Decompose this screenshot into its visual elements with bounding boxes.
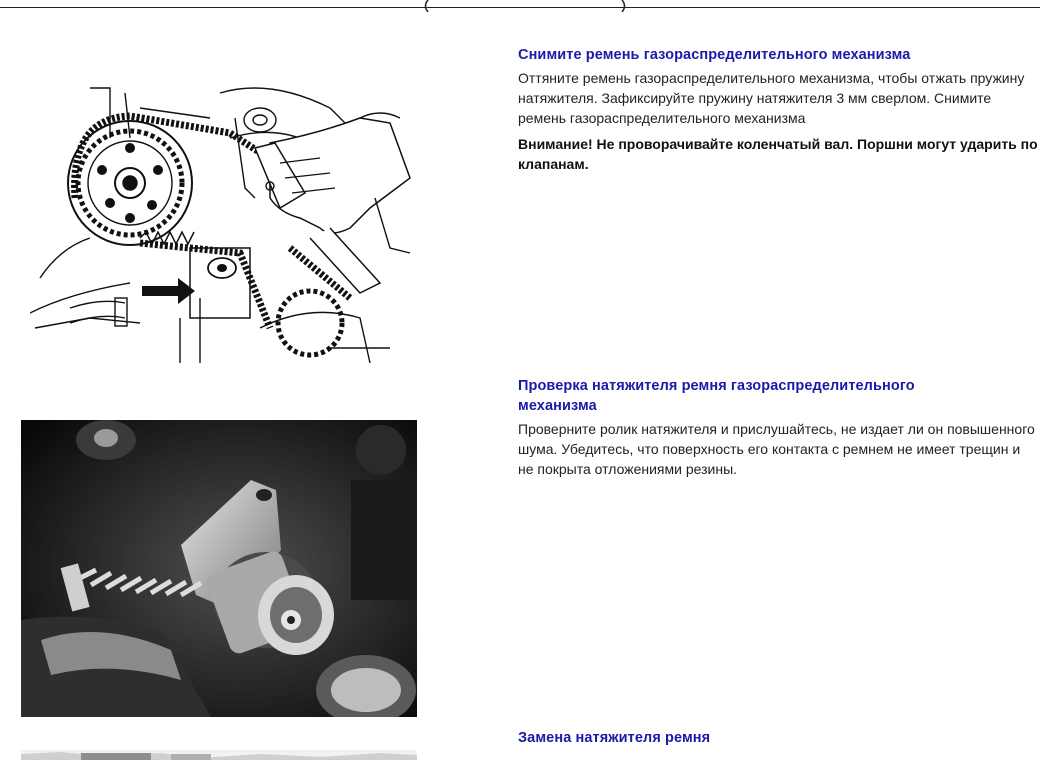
section-replace-tensioner xyxy=(518,728,1038,748)
tensioner-replacement-photo xyxy=(21,750,417,760)
section-body: Проверните ролик натяжителя и прислушайтесь, не издает ли он повышенного шума. Убедитесь, что поверхность его контакта с ремнем не имеет трещин и не покрыта отложениями резины. xyxy=(518,421,1035,477)
section-body: Оттяните ремень газораспределительного механизма, чтобы отжать пружину натяжителя. Зафиксируйте пружину натяжителя 3 мм сверлом. Снимите ремень газораспределительного механизма xyxy=(518,70,1025,126)
timing-belt-removal-illustration xyxy=(30,78,420,368)
section-check-tensioner xyxy=(518,376,1035,479)
section-title: Проверка натяжителя ремня газораспределительного механизма xyxy=(518,378,915,414)
section-title: Снимите ремень газораспределительного механизма xyxy=(518,47,911,63)
section-title: Замена натяжителя ремня xyxy=(518,730,711,746)
header-bracket xyxy=(420,0,630,12)
warning-text: Внимание! Не проворачивайте коленчатый вал. Поршни могут ударить по клапанам. xyxy=(518,136,1038,172)
belt-tensioner-photo xyxy=(21,420,417,717)
section-remove-timing-belt xyxy=(518,45,1038,174)
